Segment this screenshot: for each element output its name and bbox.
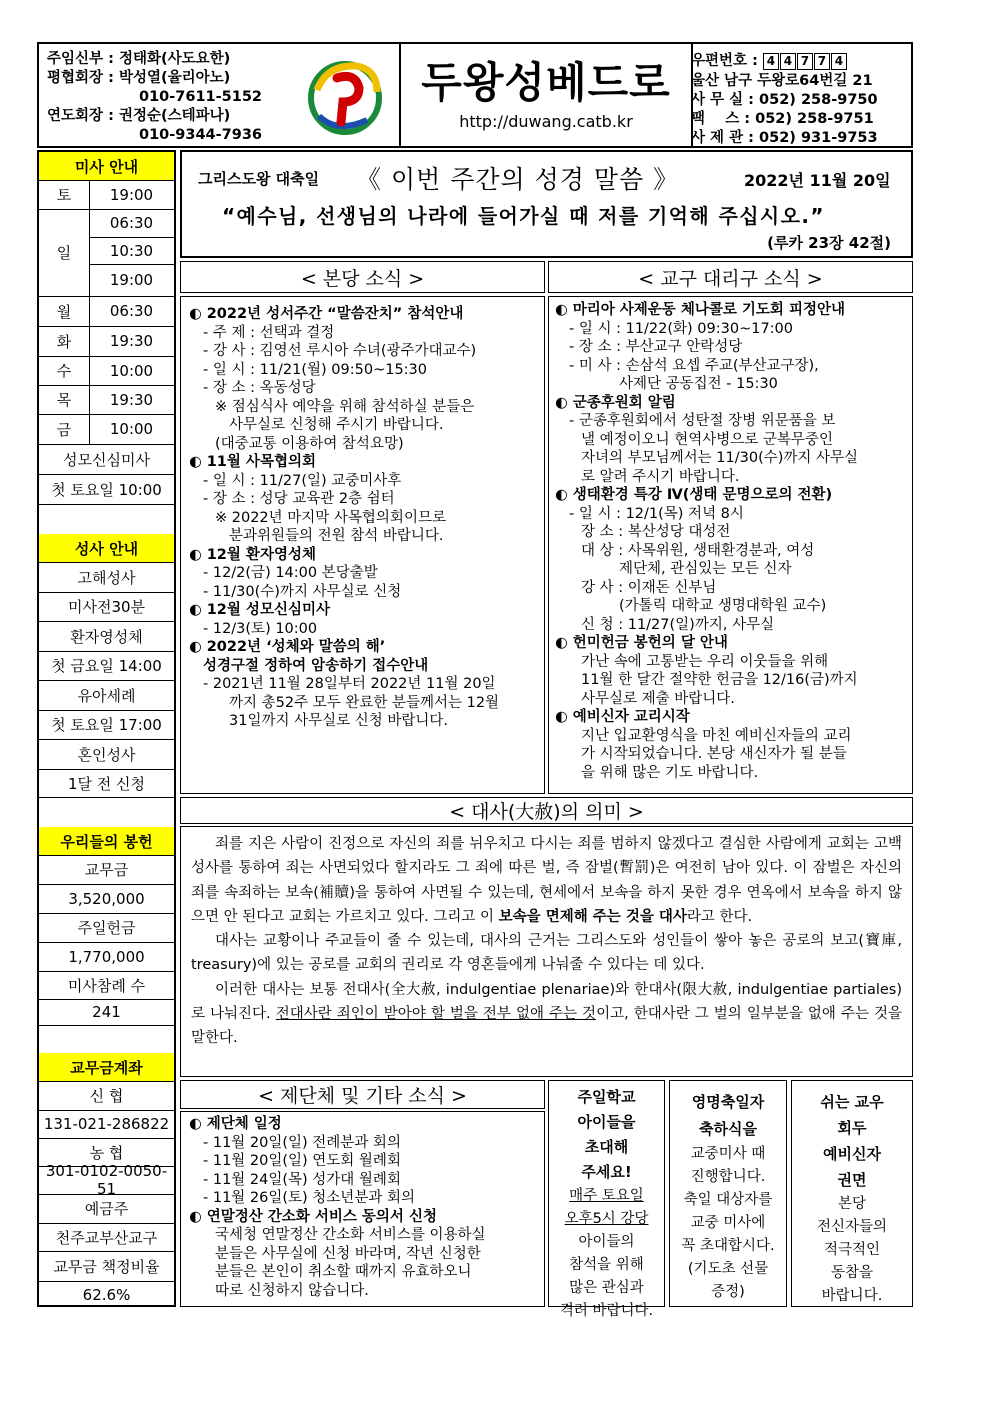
sunday-time-3: 19:00 (89, 264, 174, 297)
indulgence-paragraph-1: 죄를 지은 사람이 진정으로 자신의 죄를 뉘우치고 다시는 죄를 범하지 않겠다고 결심한 사람에게 교회는 고백성사를 통하여 죄는 사면되었다 할지라도 그 죄에 따른 벌, 즉 잠벌(暫罰)은 여전히 남아 있다. 이 잠벌은 자신의 죄를 속죄하는 보속(補贖)을 통하여 사면될 수 있는데, 현세에서 보속을 하지 못한 경우 연옥에서 보속을 하지 않으면 안 된다고 교회는 가르치고 있다. 그리고 이 보속을 면제해 주는 것을 대사라고 한다. (191, 836, 902, 925)
parish-news-line: ※ 2022년 마지막 사목협의회이므로 (215, 509, 446, 526)
sidebar-spacer-2 (39, 797, 174, 828)
offering-item: 241 (39, 999, 174, 1026)
parish-news-line: - 일 시 : 11/21(월) 09:50~15:30 (203, 361, 428, 378)
groups-line: 분들은 사무실에 신청 바라며, 작년 신청한 (215, 1245, 481, 1262)
indulgence-paragraph-3: 이러한 대사는 보통 전대사(全大赦, indulgentiae plenariae)와 한대사(限大赦, indulgentiae partiales)로 나눠진다. 전대사란 죄인이 받아야 할 벌을 전부 없애 주는 것이고, 한대사란 그 벌의 일부분을 없애 주는 것을 말한다. (191, 981, 902, 1047)
account-item: 교무금 책정비율 (39, 1251, 174, 1282)
groups-line: 국세청 연말정산 간소화 서비스를 이용하실 (215, 1227, 486, 1243)
parish-news-line: - 강 사 : 김영선 루시아 수녀(광주가대교수) (203, 343, 477, 359)
day-saturday: 토 (39, 180, 90, 210)
account-item: 농 협 (39, 1138, 174, 1167)
box-rest-title-line: 회두 (837, 1119, 867, 1137)
parish-news-title: ◐ 12월 성모신심미사 (189, 602, 330, 618)
parish-news-line: 31일까지 사무실로 신청 바랍니다. (229, 713, 448, 729)
groups-title: ◐ 제단체 일정 (189, 1116, 282, 1132)
zip-digit: 4 (831, 53, 847, 70)
sunday-school-box (548, 1080, 665, 1319)
parish-url[interactable]: http://duwang.catb.kr (459, 112, 633, 131)
diocese-news-title: ◐ 예비신자 교리시작 (555, 709, 690, 725)
groups-line: 분들은 본인이 취소할 때까지 유효하오니 (215, 1264, 472, 1280)
box-feast-body-line: 교중미사 때 (690, 1146, 766, 1162)
offering-item: 미사참례 수 (39, 971, 174, 1000)
saturday-time: 19:00 (89, 180, 174, 210)
box-school-title-line: 초대해 (584, 1138, 629, 1156)
account-item: 62.6% (82, 1285, 131, 1304)
account-item: 예금주 (39, 1194, 174, 1224)
marian-mass-label: 성모신심미사 (39, 444, 174, 475)
diocese-news-line: 을 위해 많은 기도 바랍니다. (581, 764, 759, 781)
indulgence-box (180, 826, 913, 1077)
parish-news-line: - 일 시 : 11/27(일) 교중미사후 (203, 472, 402, 489)
diocese-news-line: 낼 예정이오니 현역사병으로 군복무중인 (581, 431, 833, 448)
indulgence-paragraph-2: 대사는 교황이나 주교들이 줄 수 있는데, 대사의 근거는 그리스도와 성인들이 쌓아 놓은 공로의 보고(寶庫, treasury)에 있는 공로를 교회의 권리로 각 영혼들에게 나눠줄 수 있다는 데 있다. (191, 933, 902, 974)
bulletin-title: 두왕성베드로 (421, 58, 671, 107)
diocese-news-line: 대 상 : 사목위원, 생태환경분과, 여성 (581, 542, 815, 559)
box-school-body-line: 격려 바랍니다. (559, 1303, 654, 1319)
diocese-news-line: 제단체, 관심있는 모든 신자 (619, 561, 792, 577)
diocese-news-line: 강 사 : 이재돈 신부님 (581, 579, 717, 596)
parish-news-line: - 12/2(금) 14:00 본당출발 (203, 565, 378, 581)
diocese-news-line: 사제단 공동집전 - 15:30 (619, 376, 778, 392)
parish-news-line: 분과위원들의 전원 참석 바랍니다. (229, 528, 444, 544)
account-item: 131-021-286822 (39, 1110, 174, 1139)
groups-line: - 11월 26일(토) 청소년분과 회의 (203, 1190, 415, 1206)
weekly-verse-box (180, 150, 913, 258)
box-feast-body-line: 꼭 초대합시다. (681, 1238, 775, 1254)
box-feast-title-line: 영명축일자 (691, 1093, 765, 1111)
parish-news-line: - 11/30(수)까지 사무실로 신청 (203, 583, 402, 600)
box-school-body-line: 많은 관심과 (569, 1280, 644, 1296)
header-contact-line: 연도회장 : 권정순(스테파나) (47, 108, 231, 124)
header-contact-line: 평협회장 : 박성열(율리아노) (47, 70, 231, 86)
verse-reference: (루카 23장 42절) (767, 234, 891, 252)
diocese-news-box (548, 296, 913, 794)
sacrament-item: 유아세례 (39, 680, 174, 711)
box-school-body-line: 아이들의 (578, 1234, 635, 1250)
box-feast-body-line: 교중 미사에 (690, 1215, 766, 1231)
groups-line: 따로 신청하지 않습니다. (215, 1282, 369, 1299)
box-rest-title-line: 권면 (837, 1171, 867, 1189)
sacrament-item: 혼인성사 (39, 739, 174, 770)
header-contact-line: 010-7611-5152 (139, 89, 263, 105)
account-item: 천주교부산교구 (39, 1223, 174, 1252)
box-feast-body-line: 진행합니다. (690, 1169, 766, 1185)
box-rest-body-line: 전신자들의 (816, 1219, 888, 1235)
marian-mass-time: 첫 토요일 10:00 (39, 474, 174, 505)
diocese-news-line: 신 청 : 11/27(일)까지, 사무실 (581, 616, 775, 633)
diocese-news-line: 자녀의 부모님께서는 11/30(수)까지 사무실 (581, 450, 859, 466)
sunday-time-2: 10:30 (89, 237, 174, 265)
account-item: 신 협 (39, 1081, 174, 1111)
offering-item: 교무금 (39, 855, 174, 885)
parish-news-line: - 12/3(토) 10:00 (203, 620, 318, 637)
monday-time: 06:30 (89, 296, 174, 327)
box-rest-title-line: 예비신자 (823, 1145, 881, 1163)
groups-line: - 11월 24일(목) 성가대 월례회 (203, 1171, 401, 1188)
zip-code: 우편번호 : 4 4 7 7 4 (691, 52, 848, 70)
parish-news-box (180, 296, 545, 794)
sacrament-heading: 성사 안내 (39, 534, 174, 563)
parish-news-line: - 장 소 : 성당 교육관 2층 쉼터 (203, 491, 395, 507)
parish-news-line: - 장 소 : 옥동성당 (203, 380, 316, 396)
sidebar-spacer-3 (39, 1025, 174, 1054)
diocese-news-line: 사무실로 제출 바랍니다. (581, 690, 735, 707)
diocese-news-title: ◐ 군종후원회 알림 (555, 394, 676, 411)
groups-title: ◐ 연말정산 간소화 서비스 동의서 신청 (189, 1208, 437, 1225)
header-contact-line: 주임신부 : 정태화(사도요한) (47, 51, 231, 67)
thursday-time: 19:30 (89, 385, 174, 415)
office-phone: 사 무 실 : 052) 258-9750 (691, 92, 878, 108)
box-feast-body-line: 축일 대상자를 (683, 1192, 773, 1208)
sacrament-item: 첫 금요일 14:00 (39, 651, 174, 681)
diocese-news-line: 지난 입교환영식을 마친 예비신자들의 교리 (581, 727, 852, 744)
box-school-title-line: 주세요! (581, 1163, 632, 1181)
parish-news-title: ◐ 12월 환자영성체 (189, 546, 316, 563)
day-thursday: 목 (39, 385, 90, 415)
offering-heading: 우리들의 봉헌 (39, 827, 174, 856)
indulgence-heading: < 대사(大赦)의 의미 > (180, 797, 913, 824)
box-school-title-line: 아이들을 (577, 1113, 636, 1131)
feast-day-box (669, 1080, 787, 1307)
box-school-title-line: 주일학교 (577, 1088, 636, 1106)
box-feast-title-line: 축하식을 (699, 1120, 757, 1138)
bulletin-header (37, 42, 913, 148)
diocese-news-title: ◐ 생태환경 특강 Ⅳ(생태 문명으로의 전환) (555, 487, 833, 503)
sidebar-spacer (39, 504, 174, 535)
parish-news-line: ※ 점심식사 예약을 위해 참석하실 분들은 (215, 398, 475, 415)
day-wednesday: 수 (39, 356, 90, 386)
fax-number: 팩 스 : 052) 258-9751 (691, 111, 874, 127)
zip-digit: 7 (797, 53, 813, 70)
box-rest-title-line: 쉬는 교우 (820, 1093, 884, 1111)
diocese-news-title: ◐ 헌미헌금 봉헌의 달 안내 (555, 635, 728, 651)
sidebar (37, 150, 176, 1307)
parish-news-title: ◐ 2022년 성서주간 “말씀잔치” 참석안내 (189, 306, 464, 322)
sacrament-item: 미사전30분 (39, 592, 174, 622)
diocese-news-line: 가 시작되었습니다. 본당 새신자가 될 분들 (581, 746, 847, 762)
zip-digit: 4 (763, 53, 779, 70)
sacrament-item: 고해성사 (39, 562, 174, 593)
verse-heading: 《 이번 주간의 성경 말씀 》 (356, 165, 680, 194)
box-school-under-line: 매주 토요일 (569, 1188, 644, 1204)
sacrament-item: 1달 전 신청 (39, 769, 174, 798)
account-item: 301-0102-0050-51 (39, 1166, 174, 1195)
parish-news-line: - 2021년 11월 28일부터 2022년 11월 20일 (203, 676, 496, 692)
diocese-news-heading: < 교구 대리구 소식 > (548, 261, 913, 293)
day-monday: 월 (39, 296, 90, 327)
box-feast-body-line: 증정) (711, 1284, 745, 1300)
resting-members-box (791, 1080, 913, 1307)
diocese-news-line: 11월 한 달간 절약한 헌금을 12/16(금)까지 (581, 672, 858, 688)
wednesday-time: 10:00 (89, 356, 174, 386)
sacrament-item: 첫 토요일 17:00 (39, 710, 174, 740)
parish-news-line: (대중교통 이용하여 참석요망) (215, 435, 404, 452)
day-tuesday: 화 (39, 326, 90, 357)
groups-line: - 11월 20일(일) 전례분과 회의 (203, 1134, 401, 1151)
offering-item: 1,770,000 (39, 942, 174, 972)
offering-item: 주일헌금 (39, 913, 174, 943)
sacrament-item: 환자영성체 (39, 621, 174, 652)
zip-digit: 4 (780, 53, 796, 70)
diocese-news-line: - 장 소 : 부산교구 안락성당 (569, 339, 743, 355)
tuesday-time: 19:30 (89, 326, 174, 357)
diocese-news-line: 가난 속에 고통받는 우리 이웃들을 위해 (581, 653, 829, 670)
header-contact-line: 010-9344-7936 (139, 127, 263, 143)
parish-news-title: ◐ 2022년 ‘성체와 말씀의 해’ (189, 639, 386, 655)
zip-digit: 7 (814, 53, 830, 70)
day-sunday: 일 (39, 209, 90, 297)
box-feast-body-line: (기도초 선물 (687, 1261, 769, 1277)
sunday-time-1: 06:30 (89, 209, 174, 238)
parish-logo (307, 58, 383, 138)
day-friday: 금 (39, 414, 90, 445)
box-rest-body-line: 본당 (837, 1196, 866, 1212)
diocese-news-line: (가톨릭 대학교 생명대학원 교수) (619, 598, 827, 614)
rectory-phone: 사 제 관 : 052) 931-9753 (691, 130, 878, 146)
box-school-under-line: 오후5시 강당 (564, 1211, 649, 1227)
mass-schedule-heading: 미사 안내 (39, 152, 174, 181)
diocese-news-line: - 일 시 : 12/1(목) 저녁 8시 (569, 505, 744, 522)
parish-news-line: - 주 제 : 선택과 결정 (203, 324, 335, 341)
box-school-body-line: 참석을 위해 (569, 1257, 644, 1273)
groups-box (180, 1111, 545, 1307)
diocese-news-line: - 미 사 : 손삼석 요셉 주교(부산교구장), (569, 357, 819, 374)
account-heading: 교무금계좌 (39, 1053, 174, 1082)
bulletin-title-box (399, 44, 693, 146)
diocese-news-line: - 일 시 : 11/22(화) 09:30~17:00 (569, 320, 794, 337)
groups-line: - 11월 20일(일) 연도회 월례회 (203, 1153, 401, 1169)
diocese-news-line: 로 알려 주시기 바랍니다. (581, 468, 740, 485)
parish-address: 울산 남구 두왕로64번길 21 (691, 73, 873, 89)
bulletin-date: 2022년 11월 20일 (744, 171, 891, 190)
diocese-news-title: ◐ 마리아 사제운동 체나콜로 기도회 피정안내 (555, 302, 846, 318)
parish-news-heading: < 본당 소식 > (180, 261, 545, 293)
parish-news-title: ◐ 11월 사목협의회 (189, 454, 316, 470)
groups-heading: < 제단체 및 기타 소식 > (180, 1080, 545, 1109)
friday-time: 10:00 (89, 414, 174, 445)
diocese-news-line: 장 소 : 복산성당 대성전 (581, 524, 731, 540)
parish-news-title: 성경구절 정하여 암송하기 접수안내 (203, 657, 429, 674)
diocese-news-line: - 군종후원회에서 성탄절 장병 위문품을 보 (569, 413, 836, 429)
box-rest-body-line: 바랍니다. (821, 1288, 883, 1304)
feast-name: 그리스도왕 대축일 (198, 170, 320, 188)
parish-news-line: 까지 총52주 모두 완료한 분들께서는 12월 (229, 694, 500, 711)
offering-item: 3,520,000 (39, 884, 174, 914)
box-rest-body-line: 적극적인 (823, 1242, 881, 1258)
box-rest-body-line: 동참을 (830, 1265, 874, 1281)
parish-news-line: 사무실로 신청해 주시기 바랍니다. (229, 417, 444, 433)
verse-quote: “예수님, 선생님의 나라에 들어가실 때 저를 기억해 주십시오.” (222, 204, 825, 228)
